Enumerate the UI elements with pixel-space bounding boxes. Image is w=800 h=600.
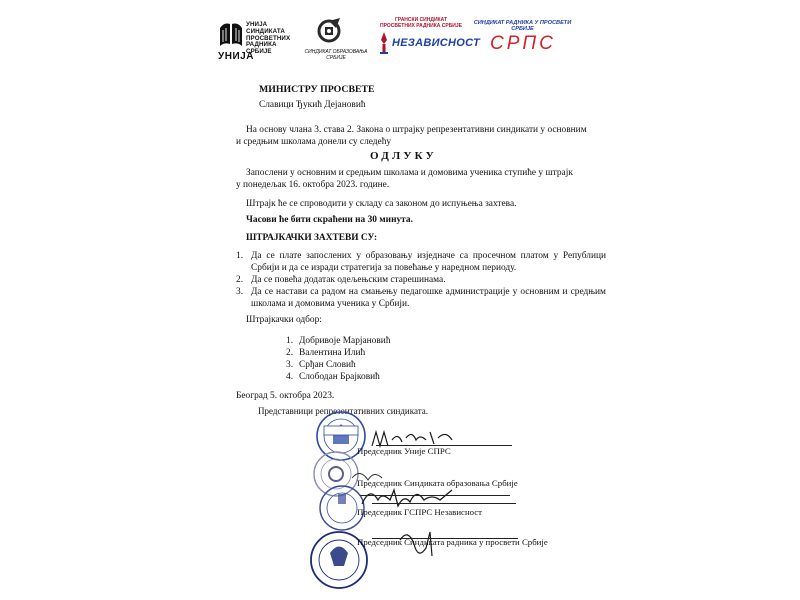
signature-caption-4: Председник Синдиката радника у просвети Србије xyxy=(357,537,548,547)
sprs-word: СРПС xyxy=(490,33,556,54)
demand-text: Да се плате запослених у образовању изједначе са просечном платом у Републици Србији и да се изради стратегија за повећање у наредном периоду. xyxy=(251,251,606,273)
addressee-ministry: МИНИСТРУ ПРОСВЕТЕ xyxy=(259,84,375,95)
committee-name: Валентина Илић xyxy=(299,348,366,358)
decision-line-1: Запослени у основним и средњим школама и домовима ученика ступиће у штрајк xyxy=(246,168,573,178)
signature-caption-1: Председник Уније СПРС xyxy=(357,446,451,456)
place-date: Београд 5. октобра 2023. xyxy=(236,391,335,401)
demand-text: Да се настави са радом на смањењу педагошке администрације у основним и средњим школама и домовима ученика у Србији. xyxy=(251,287,606,309)
stamp-sob xyxy=(314,452,358,496)
document-title: ОДЛУКУ xyxy=(370,150,437,162)
committee-number: 2. xyxy=(286,348,294,358)
signature-caption-2: Председник Синдиката образовања Србије xyxy=(357,478,518,488)
committee-name: Слободан Брајковић xyxy=(299,372,380,382)
sprs-top-1: СИНДИКАТ РАДНИКА У ПРОСВЕТИ xyxy=(473,20,572,26)
demand-number: 3. xyxy=(236,287,244,297)
demand-text: Да се повећа додатак одељењским старешинама. xyxy=(251,275,446,285)
unija-line-5: СРБИЈЕ xyxy=(246,48,272,56)
unija-line-1: УНИЈА xyxy=(246,21,268,28)
sprs-top-2: СРБИЈЕ xyxy=(511,26,534,32)
unija-line-3: ПРОСВЕТНИХ xyxy=(246,34,291,42)
committee-number: 1. xyxy=(286,336,294,346)
decision-line-4: Часови ће бити скраћени на 30 минута. xyxy=(246,215,413,225)
signature-line-3 xyxy=(372,503,516,504)
signature-1-scribble xyxy=(372,432,452,446)
nezavisnost-top-2: ПРОСВЕТНИХ РАДНИКА СРБИЈЕ xyxy=(379,22,463,29)
signature-caption-3: Председник ГСПРС Независност xyxy=(357,507,483,517)
demand-number: 2. xyxy=(236,275,244,285)
committee-name: Срђан Словић xyxy=(299,360,356,370)
unija-line-4: РАДНИКА xyxy=(246,41,277,49)
demand-number: 1. xyxy=(236,251,244,261)
intro-line-1: На основу члана 3. става 2. Закона о штрајку репрезентативни синдикати у основним xyxy=(246,125,587,135)
signature-line-2 xyxy=(360,495,510,496)
decision-line-3: Штрајк ће се спроводити у складу са законом до испуњења захтева. xyxy=(246,199,517,209)
nezavisnost-word: НЕЗАВИСНОСТ xyxy=(392,37,480,49)
sob-caption-1: СИНДИКАТ ОБРАЗОВАЊА xyxy=(304,49,368,55)
unija-word: УНИЈА xyxy=(218,51,254,62)
committee-number: 3. xyxy=(286,360,294,370)
sob-caption-2: СРБИЈЕ xyxy=(326,55,346,61)
committee-number: 4. xyxy=(286,372,294,382)
unija-line-2: СИНДИКАТА xyxy=(246,27,285,35)
addressee-person: Славици Ђукић Дејановић xyxy=(259,100,366,110)
demands-heading: ШТРАЈКАЧКИ ЗАХТЕВИ СУ: xyxy=(246,233,378,243)
intro-line-2: и средњим школама донели су следећу xyxy=(236,137,392,147)
nezavisnost-top-1: ГРАНСКИ СИНДИКАТ xyxy=(394,17,448,23)
decision-line-2: у понедељак 16. октобра 2023. године. xyxy=(236,180,390,190)
committee-name: Добривоје Марјановић xyxy=(299,336,391,346)
committee-heading: Штрајкачки одбор: xyxy=(246,315,322,325)
representatives-line: Представници репрезентативних синдиката. xyxy=(258,406,429,416)
